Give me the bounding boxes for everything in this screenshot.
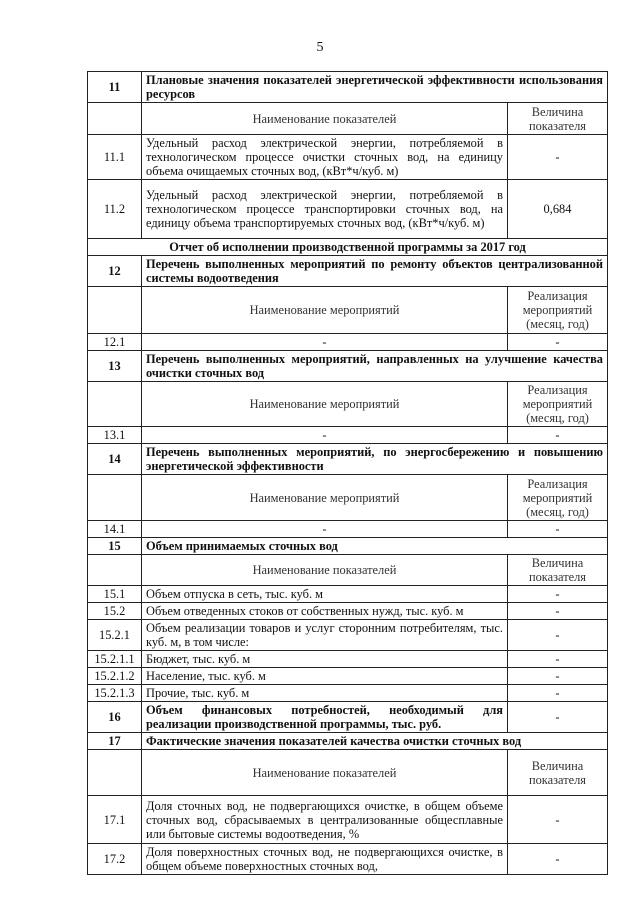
empty-cell [88,555,142,586]
row-value: - [507,844,607,875]
row-number: 15.1 [88,586,142,603]
section-title: Объем финансовых потребностей, необходимый для реализации производственной программы, тыс. руб. [142,702,508,733]
empty-cell [88,382,142,427]
row-name: Удельный расход электрической энергии, потребляемой в технологическом процессе очистки сточных вод, на единицу объема очищаемых сточных вод, (кВт*ч/куб. м) [142,135,508,180]
page-number: 5 [316,40,324,55]
row-number: 11.1 [88,135,142,180]
table-row [88,603,608,620]
table-body [88,72,608,875]
row-name: Население, тыс. куб. м [142,668,508,685]
section-row [88,702,608,733]
row-name: Прочие, тыс. куб. м [142,685,508,702]
row-name: Объем отведенных стоков от собственных нужд, тыс. куб. м [142,603,508,620]
table-row [88,180,608,239]
empty-cell [88,287,142,334]
row-value: - [507,668,607,685]
column-header-value: Реализация мероприятий (месяц, год) [507,382,607,427]
row-number: 11.2 [88,180,142,239]
row-number: 13.1 [88,427,142,444]
column-header-row [88,382,608,427]
table-row [88,334,608,351]
column-header-value: Реализация мероприятий (месяц, год) [507,287,607,334]
column-header-name: Наименование показателей [142,555,508,586]
section-row [88,239,608,256]
table-row [88,685,608,702]
row-number: 15.2.1.1 [88,651,142,668]
column-header-value: Величина показателя [507,555,607,586]
section-number: 16 [88,702,142,733]
row-name: Доля сточных вод, не подвергающихся очистке, в общем объеме сточных вод, сбрасываемых в централизованные общесплавные или бытовые системы водоотведения, % [142,796,508,844]
table-row [88,427,608,444]
row-name: Доля поверхностных сточных вод, не подвергающихся очистке, в общем объеме поверхностных сточных вод, [142,844,508,875]
row-number: 15.2.1.2 [88,668,142,685]
section-row [88,351,608,382]
row-number: 15.2 [88,603,142,620]
column-header-row [88,287,608,334]
section-number: 17 [88,733,142,750]
report-title: Отчет об исполнении производственной программы за 2017 год [88,239,608,256]
column-header-name: Наименование показателей [142,103,508,135]
row-value: - [507,586,607,603]
empty-cell [88,103,142,135]
column-header-row [88,750,608,796]
section-title: Перечень выполненных мероприятий по ремонту объектов централизованной системы водоотведения [142,256,608,287]
table-row [88,135,608,180]
row-number: 14.1 [88,521,142,538]
empty-cell [88,750,142,796]
column-header-name: Наименование мероприятий [142,287,508,334]
row-number: 17.2 [88,844,142,875]
section-number: 11 [88,72,142,103]
section-title: Перечень выполненных мероприятий, направленных на улучшение качества очистки сточных вод [142,351,608,382]
row-value: - [507,135,607,180]
table-row [88,620,608,651]
row-name: Бюджет, тыс. куб. м [142,651,508,668]
row-name: Удельный расход электрической энергии, потребляемой в технологическом процессе транспортировки сточных вод, на единицу объема транспортируемых сточных вод, (кВт*ч/куб. м) [142,180,508,239]
column-header-row [88,555,608,586]
table-row [88,521,608,538]
section-row [88,444,608,475]
row-value: - [507,651,607,668]
row-number: 15.2.1 [88,620,142,651]
section-value: - [507,702,607,733]
section-number: 12 [88,256,142,287]
row-value: - [507,521,607,538]
row-value: - [507,620,607,651]
row-number: 12.1 [88,334,142,351]
section-title: Перечень выполненных мероприятий, по энергосбережению и повышению энергетической эффективности [142,444,608,475]
column-header-row [88,103,608,135]
column-header-row [88,475,608,521]
section-number: 13 [88,351,142,382]
table-row [88,586,608,603]
row-name: - [142,334,508,351]
table-row [88,844,608,875]
row-value: - [507,796,607,844]
column-header-value: Величина показателя [507,103,607,135]
empty-cell [88,475,142,521]
row-name: Объем реализации товаров и услуг сторонним потребителям, тыс. куб. м, в том числе: [142,620,508,651]
section-title: Фактические значения показателей качества очистки сточных вод [142,733,608,750]
column-header-value: Реализация мероприятий (месяц, год) [507,475,607,521]
program-table [87,71,608,875]
section-number: 14 [88,444,142,475]
column-header-name: Наименование мероприятий [142,475,508,521]
row-value: - [507,427,607,444]
row-value: - [507,685,607,702]
section-title: Объем принимаемых сточных вод [142,538,608,555]
row-name: - [142,427,508,444]
column-header-name: Наименование показателей [142,750,508,796]
row-number: 17.1 [88,796,142,844]
section-row [88,72,608,103]
row-value: 0,684 [507,180,607,239]
row-name: - [142,521,508,538]
section-row [88,538,608,555]
section-row [88,733,608,750]
section-number: 15 [88,538,142,555]
row-number: 15.2.1.3 [88,685,142,702]
row-value: - [507,603,607,620]
table-row [88,796,608,844]
table-row [88,668,608,685]
section-title: Плановые значения показателей энергетической эффективности использования ресурсов [142,72,608,103]
row-value: - [507,334,607,351]
row-name: Объем отпуска в сеть, тыс. куб. м [142,586,508,603]
table-row [88,651,608,668]
column-header-name: Наименование мероприятий [142,382,508,427]
column-header-value: Величина показателя [507,750,607,796]
section-row [88,256,608,287]
